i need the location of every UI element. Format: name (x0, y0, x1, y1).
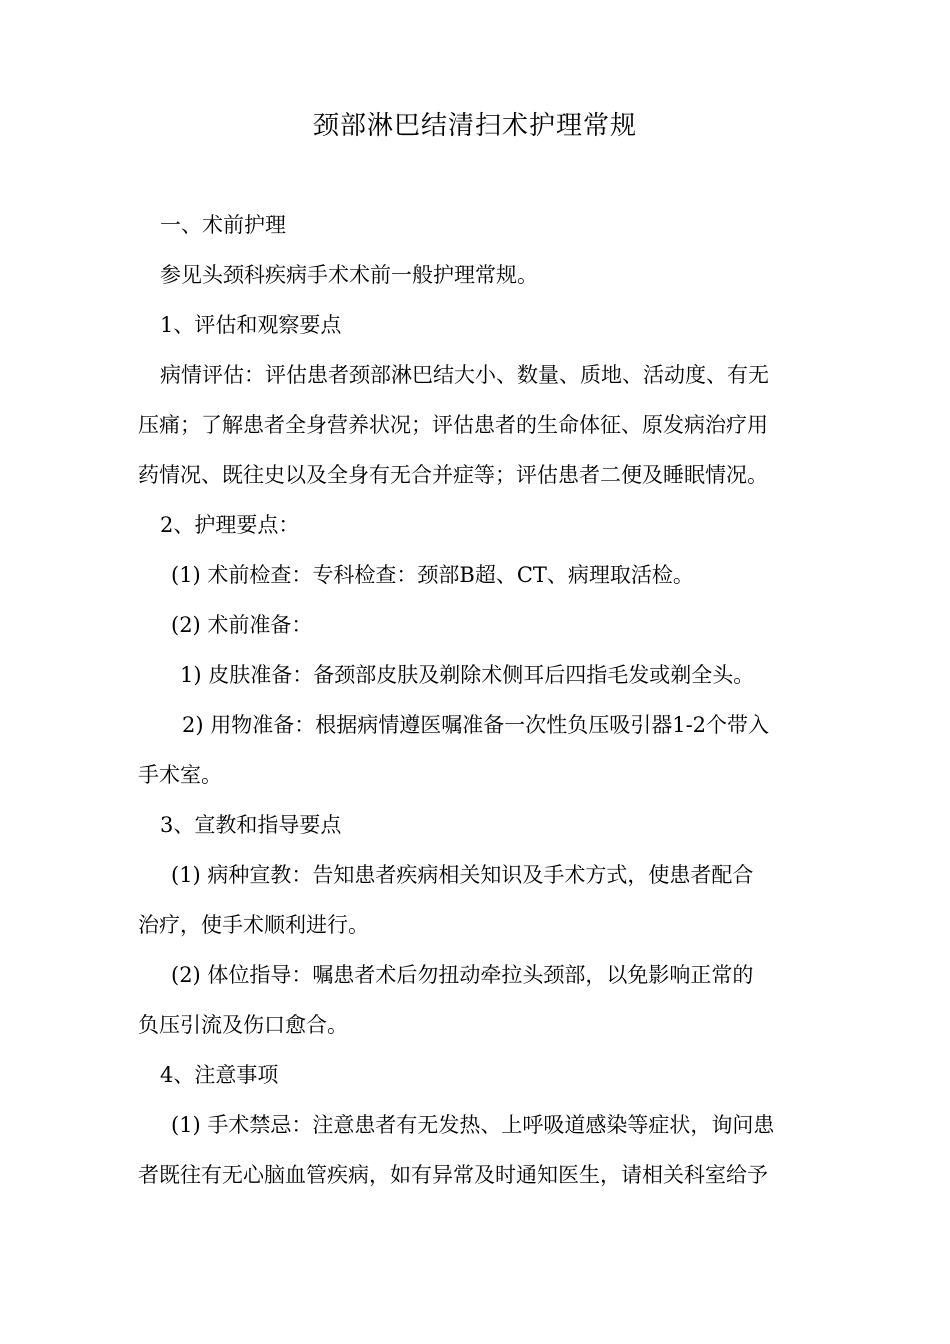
text-line: 2、护理要点： (160, 513, 300, 537)
document-title: 颈部淋巴结清扫术护理常规 (312, 111, 637, 141)
text-line: (1) 病种宣教：告知患者疾病相关知识及手术方式，使患者配合 (171, 863, 754, 887)
text-line: 负压引流及伤口愈合。 (138, 1013, 348, 1037)
text-line: 一、术前护理 (160, 213, 286, 237)
text-line: (1) 手术禁忌：注意患者有无发热、上呼吸道感染等症状，询问患 (171, 1113, 775, 1137)
text-line: (1) 术前检查：专科检查：颈部B超、CT、病理取活检。 (171, 563, 694, 587)
text-line: 2) 用物准备：根据病情遵医嘱准备一次性负压吸引器1-2个带入 (182, 713, 770, 737)
text-line: 治疗，使手术顺利进行。 (138, 913, 369, 937)
text-line: 药情况、既往史以及全身有无合并症等；评估患者二便及睡眠情况。 (138, 463, 768, 487)
text-line: 者既往有无心脑血管疾病，如有异常及时通知医生，请相关科室给予 (138, 1163, 768, 1187)
text-line: 参见头颈科疾病手术术前一般护理常规。 (160, 263, 538, 287)
text-line: (2) 术前准备： (171, 613, 313, 637)
text-line: (2) 体位指导：嘱患者术后勿扭动牵拉头颈部，以免影响正常的 (171, 963, 754, 987)
text-line: 1、评估和观察要点 (160, 313, 342, 337)
text-line: 3、宣教和指导要点 (160, 813, 342, 837)
text-line: 压痛；了解患者全身营养状况；评估患者的生命体征、原发病治疗用 (138, 413, 768, 437)
text-line: 4、注意事项 (160, 1063, 279, 1087)
text-line: 手术室。 (138, 763, 222, 787)
text-line: 1) 皮肤准备：备颈部皮肤及剃除术侧耳后四指毛发或剃全头。 (180, 663, 755, 687)
document-body (138, 200, 824, 1200)
text-line: 病情评估：评估患者颈部淋巴结大小、数量、质地、活动度、有无 (160, 363, 769, 387)
